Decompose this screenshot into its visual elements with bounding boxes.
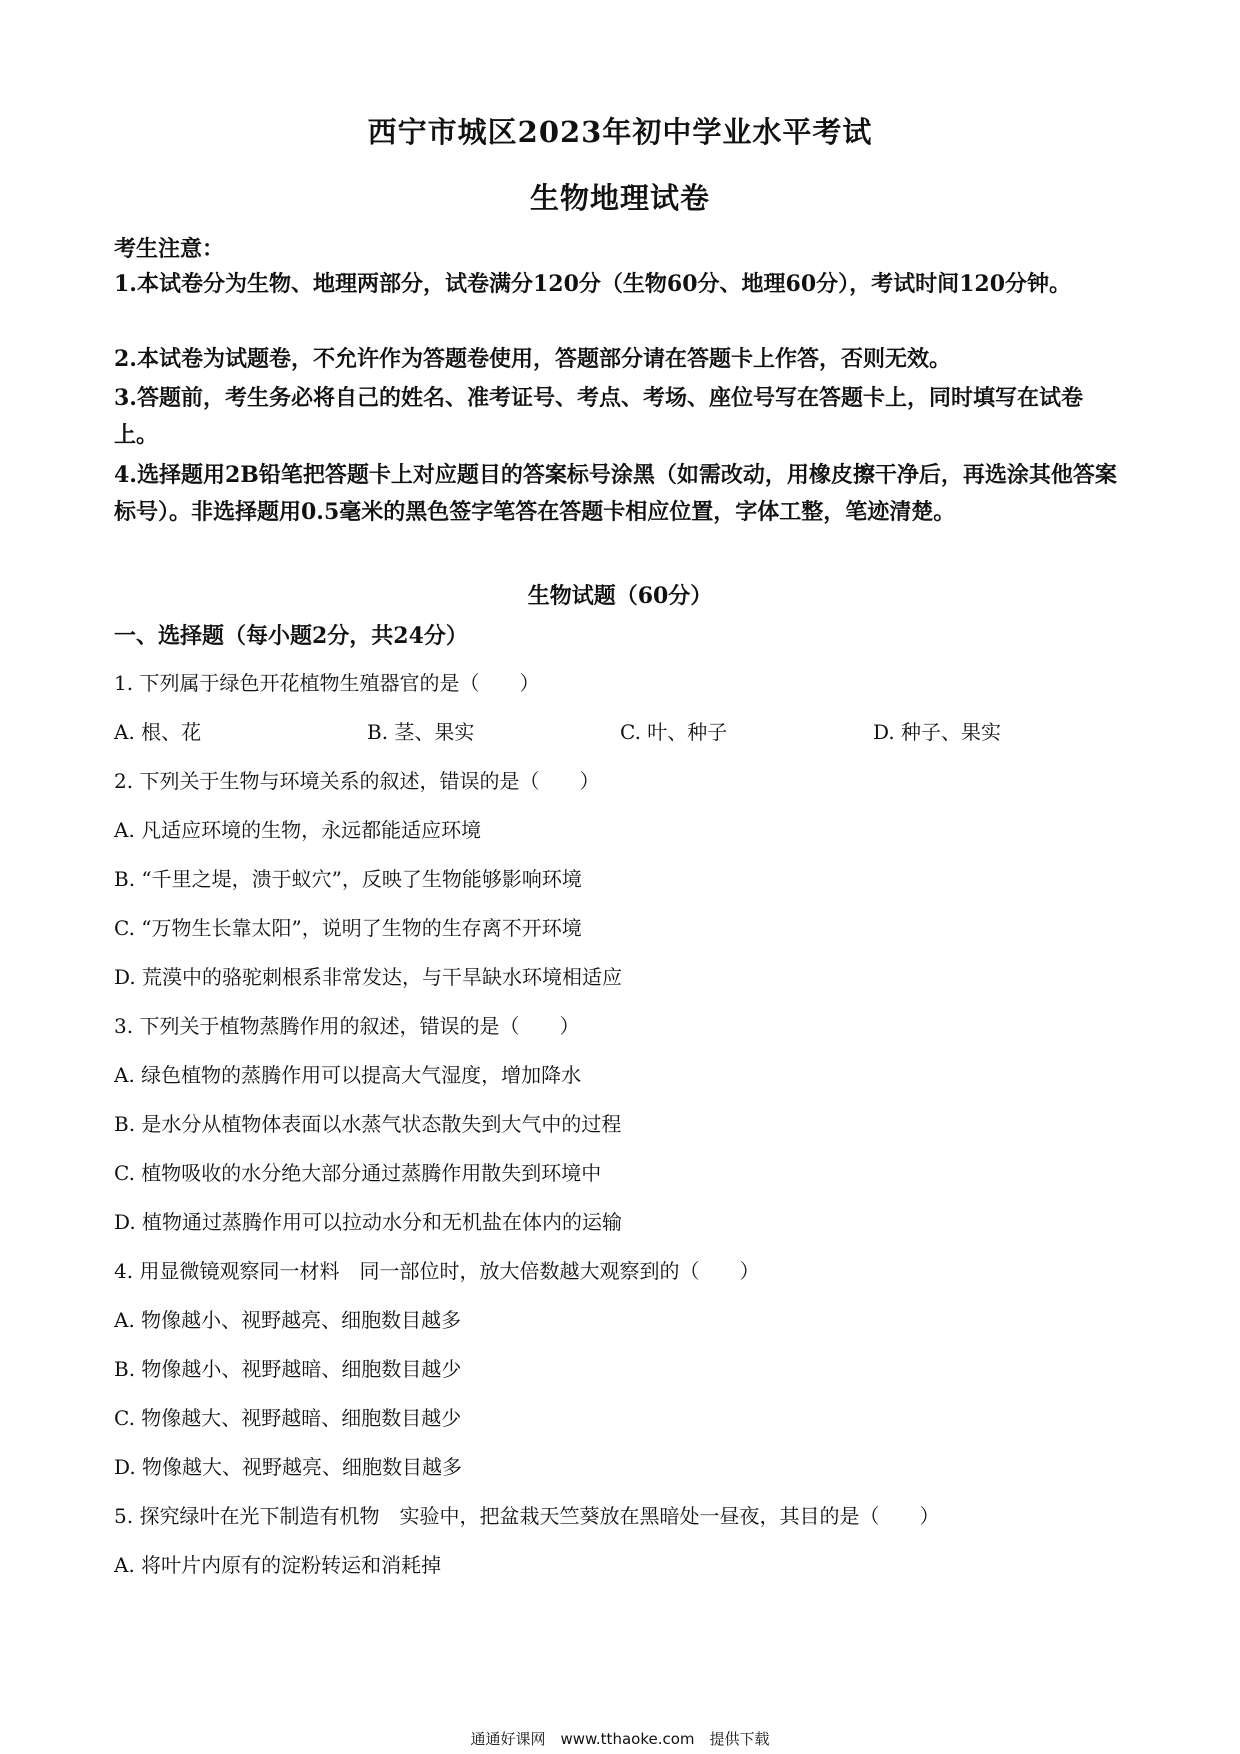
question-4-option-c: C. 物像越大、视野越暗、细胞数目越少 — [114, 1406, 462, 1430]
question-3-option-b: B. 是水分从植物体表面以水蒸气状态散失到大气中的过程 — [114, 1112, 622, 1136]
footer-download-note: 通通好课网 www.tthaoke.com 提供下载 — [470, 1730, 770, 1748]
part-title: 一、选择题（每小题2分，共24分） — [114, 623, 468, 649]
question-2-stem: 2. 下列关于生物与环境关系的叙述，错误的是（ ） — [114, 769, 600, 793]
section-title: 生物试题（60分） — [527, 583, 713, 609]
notice-item-1: 1.本试卷分为生物、地理两部分，试卷满分120分（生物60分、地理60分），考试时间120分钟。 — [114, 271, 1072, 297]
question-4-option-d: D. 物像越大、视野越亮、细胞数目越多 — [114, 1455, 463, 1479]
question-4-option-a: A. 物像越小、视野越亮、细胞数目越多 — [114, 1308, 462, 1332]
question-2-option-b: B. “千里之堤，溃于蚁穴”，反映了生物能够影响环境 — [114, 867, 582, 891]
question-2-option-d: D. 荒漠中的骆驼刺根系非常发达，与干旱缺水环境相适应 — [114, 965, 623, 989]
question-4-stem: 4. 用显微镜观察同一材料 同一部位时，放大倍数越大观察到的（ ） — [114, 1259, 760, 1283]
question-3-stem: 3. 下列关于植物蒸腾作用的叙述，错误的是（ ） — [114, 1014, 580, 1038]
question-4-option-b: B. 物像越小、视野越暗、细胞数目越少 — [114, 1357, 462, 1381]
notice-heading: 考生注意： — [114, 236, 225, 262]
notice-item-3: 3.答题前，考生务必将自己的姓名、准考证号、考点、考场、座位号写在答题卡上，同时填写在试卷上。 — [114, 385, 1083, 448]
question-1-option-a: A. 根、花 — [114, 720, 202, 744]
question-5-option-a: A. 将叶片内原有的淀粉转运和消耗掉 — [114, 1553, 442, 1577]
exam-subtitle: 生物地理试卷 — [529, 181, 710, 215]
question-1-stem: 1. 下列属于绿色开花植物生殖器官的是（ ） — [114, 671, 540, 695]
question-3-option-d: D. 植物通过蒸腾作用可以拉动水分和无机盐在体内的运输 — [114, 1210, 623, 1234]
question-1-option-c: C. 叶、种子 — [620, 720, 728, 744]
question-1-option-b: B. 茎、果实 — [367, 720, 475, 744]
notice-item-4: 4.选择题用2B铅笔把答题卡上对应题目的答案标号涂黑（如需改动，用橡皮擦干净后，再选涂其他答案标号）。非选择题用0.5毫米的黑色签字笔答在答题卡相应位置，字体工整，笔迹清楚。 — [114, 462, 1117, 525]
exam-title: 西宁市城区2023年初中学业水平考试 — [367, 115, 873, 149]
question-2-option-a: A. 凡适应环境的生物，永远都能适应环境 — [114, 818, 482, 842]
question-5-stem: 5. 探究绿叶在光下制造有机物 实验中，把盆栽天竺葵放在黑暗处一昼夜，其目的是（ ） — [114, 1504, 940, 1528]
question-1-option-d: D. 种子、果实 — [873, 720, 1002, 744]
notice-item-2: 2.本试卷为试题卷，不允许作为答题卷使用，答题部分请在答题卡上作答，否则无效。 — [114, 346, 951, 372]
question-3-option-a: A. 绿色植物的蒸腾作用可以提高大气湿度，增加降水 — [114, 1063, 582, 1087]
question-3-option-c: C. 植物吸收的水分绝大部分通过蒸腾作用散失到环境中 — [114, 1161, 602, 1185]
question-2-option-c: C. “万物生长靠太阳”，说明了生物的生存离不开环境 — [114, 916, 582, 940]
